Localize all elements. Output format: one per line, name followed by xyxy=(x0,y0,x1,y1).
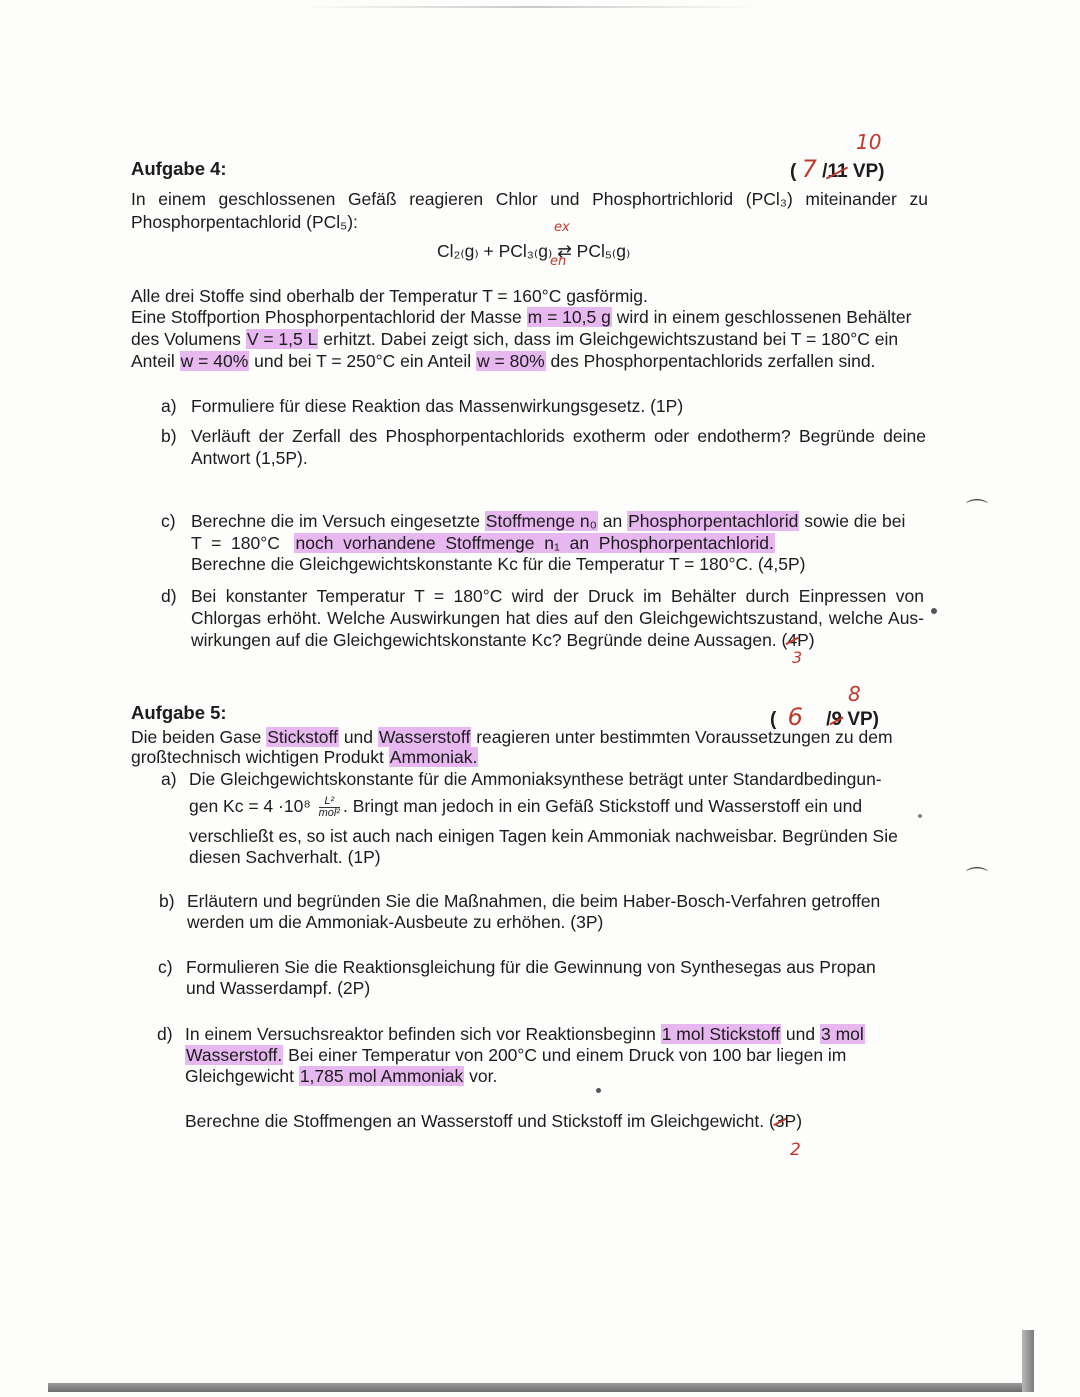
task4c-line1 xyxy=(191,510,905,532)
text: P) xyxy=(797,630,815,650)
task5-score-points-handwritten: 6 xyxy=(787,703,803,731)
score-slash: / xyxy=(822,161,828,182)
task4-para-line1: Alle drei Stoffe sind oberhalb der Temperatur T = 160°C gasförmig. xyxy=(131,286,648,306)
equation-right: PCl₅₍g₎ xyxy=(576,241,631,261)
task5d-corrected-points-handwritten: 2 xyxy=(790,1140,801,1160)
task5b-line2: werden um die Ammoniak-Ausbeute zu erhöhen. (3P) xyxy=(187,912,604,932)
text: Bei einer Temperatur von 200°C und einem Druck von 100 bar liegen im xyxy=(288,1045,847,1065)
text: und xyxy=(785,1024,816,1044)
text: gen Kc = 4 ·10⁸ xyxy=(189,796,311,816)
equation-note-endo: en xyxy=(550,254,567,269)
text: P) xyxy=(784,1111,803,1131)
dot-mark xyxy=(596,1088,601,1093)
task4-intro-line2: Phosphorpentachlorid (PCl₅): xyxy=(131,212,358,232)
dot-mark xyxy=(918,814,922,818)
text: Gleichgewicht xyxy=(185,1066,294,1086)
text: an xyxy=(602,511,623,531)
task5a-line2 xyxy=(189,795,862,819)
text: reagieren unter bestimmten Voraussetzungen zu dem xyxy=(476,727,893,747)
task5c-label: c) xyxy=(158,957,173,977)
text: wird in einem geschlossenen Behälter xyxy=(616,307,912,327)
fraction-numerator: L² xyxy=(319,796,340,808)
text: Berechne die im Versuch eingesetzte xyxy=(191,511,480,531)
highlight-stickstoff: Stickstoff xyxy=(267,727,338,747)
score-unit: VP) xyxy=(847,709,879,730)
highlight-share-80: w = 80% xyxy=(477,351,545,371)
highlight-1mol-stickstoff: 1 mol Stickstoff xyxy=(661,1024,781,1044)
task4b-line1: Verläuft der Zerfall des Phosphorpentachlorids exotherm oder endotherm? Begründe deine xyxy=(191,426,926,446)
highlight-ammoniak: Ammoniak. xyxy=(389,747,478,767)
text: T = 180°C xyxy=(191,533,280,553)
task5b-line1: Erläutern und begründen Sie die Maßnahmen, die beim Haber-Bosch-Verfahren getroffen xyxy=(187,891,881,911)
task4-score xyxy=(790,155,885,183)
task5d-line2 xyxy=(185,1044,846,1066)
original-points-crossed: 3 xyxy=(774,1111,785,1131)
score-unit: VP) xyxy=(852,161,885,182)
binder-hole-mark-icon: ⌒ xyxy=(966,498,989,523)
task5-heading: Aufgabe 5: xyxy=(131,702,227,723)
text: Eine Stoffportion Phosphorpentachlorid der Masse xyxy=(131,307,522,327)
task4-para-line4 xyxy=(131,350,875,372)
highlight-3mol: 3 mol xyxy=(821,1024,864,1044)
task5a-line1: Die Gleichgewichtskonstante für die Ammoniaksynthese beträgt unter Standardbedingun- xyxy=(189,769,882,789)
task4-para-line2 xyxy=(131,306,911,328)
highlight-n1: noch vorhandene Stoffmenge n₁ an Phosphorpentachlorid. xyxy=(295,533,774,553)
task5b-label: b) xyxy=(159,891,175,911)
task4d-line3 xyxy=(191,629,815,651)
binder-hole-mark-icon: ⌒ xyxy=(966,866,989,891)
text: . Bringt man jedoch in ein Gefäß Stickstoff und Wasserstoff ein und xyxy=(342,796,863,816)
highlight-share-40: w = 40% xyxy=(180,351,249,371)
task4d-label: d) xyxy=(161,586,177,606)
task4a-label: a) xyxy=(161,396,177,416)
text: Die beiden Gase xyxy=(131,727,262,747)
text: des Volumens xyxy=(131,329,241,349)
highlight-wasserstoff: Wasserstoff xyxy=(378,727,471,747)
text: Berechne die Stoffmengen an Wasserstoff und Stickstoff im Gleichgewicht. ( xyxy=(185,1111,775,1131)
task5a-line3: verschließt es, so ist auch nach einigen Tagen kein Ammoniak nachweisbar. Begründen Sie xyxy=(189,826,898,846)
reaction-equation xyxy=(437,240,630,262)
task4c-line3: Berechne die Gleichgewichtskonstante Kc für die Temperatur T = 180°C. (4,5P) xyxy=(191,554,806,574)
task5d-label: d) xyxy=(157,1024,173,1044)
task4d-corrected-points-handwritten: 3 xyxy=(792,648,803,667)
highlight-wasserstoff-2: Wasserstoff. xyxy=(186,1045,283,1065)
text: erhitzt. Dabei zeigt sich, dass im Gleichgewichtszustand bei T = 180°C ein xyxy=(323,329,899,349)
task4c-line2 xyxy=(191,532,926,554)
text: und bei T = 250°C ein Anteil xyxy=(254,351,472,371)
task4a-text: Formuliere für diese Reaktion das Massenwirkungsgesetz. (1P) xyxy=(191,396,684,416)
task5-score-corrected-handwritten: 8 xyxy=(848,682,861,706)
task4-score-original-max: 11 xyxy=(827,161,848,182)
highlight-volume: V = 1,5 L xyxy=(246,329,318,349)
text: und xyxy=(343,727,374,747)
unit-fraction xyxy=(319,796,340,819)
task5d-line4 xyxy=(185,1110,802,1132)
dot-mark xyxy=(931,608,937,614)
task4d-line2: Chlorgas erhöht. Welche Auswirkungen hat dies auf den Gleichgewichtszustand, welche Aus- xyxy=(191,608,924,628)
task5c-line2: und Wasserdampf. (2P) xyxy=(186,978,371,998)
task5-intro-line1 xyxy=(131,726,893,748)
text: wirkungen auf die Gleichgewichtskonstante Kc? Begründe deine Aussagen. ( xyxy=(191,630,788,650)
score-slash: / xyxy=(826,709,832,730)
original-points-crossed: 4 xyxy=(787,630,798,650)
highlight-ammoniak-amount: 1,785 mol Ammoniak xyxy=(299,1066,464,1086)
task4b-line2: Antwort (1,5P). xyxy=(191,448,308,468)
task5-intro-line2 xyxy=(131,746,478,768)
text: des Phosphorpentachlorids zerfallen sind. xyxy=(550,351,876,371)
text: Anteil xyxy=(131,351,175,371)
task4-score-points-handwritten: 7 xyxy=(801,155,817,183)
task4-para-line3 xyxy=(131,328,898,350)
task4-heading: Aufgabe 4: xyxy=(131,158,227,179)
task5c-line1: Formulieren Sie die Reaktionsgleichung für die Gewinnung von Synthesegas aus Propan xyxy=(186,957,876,977)
task5d-line1 xyxy=(185,1023,865,1045)
highlight-pcl5: Phosphorpentachlorid xyxy=(628,511,799,531)
task5a-line4: diesen Sachverhalt. (1P) xyxy=(189,847,381,867)
scan-artifact-top xyxy=(300,6,760,8)
text: großtechnisch wichtigen Produkt xyxy=(131,747,384,767)
equation-note-exo: ex xyxy=(554,220,570,235)
highlight-n0: Stoffmenge n₀ xyxy=(485,511,597,531)
score-open: ( xyxy=(790,161,797,182)
fraction-denominator: mol² xyxy=(318,806,340,819)
text: vor. xyxy=(469,1066,498,1086)
equilibrium-arrow-icon: ⇄ xyxy=(557,241,572,261)
task5a-label: a) xyxy=(161,769,177,789)
task5-score-original-max: 9 xyxy=(831,709,843,730)
task4-score-corrected-handwritten: 10 xyxy=(856,130,882,154)
task5d-line3 xyxy=(185,1065,497,1087)
score-open: ( xyxy=(770,709,777,730)
highlight-mass: m = 10,5 g xyxy=(527,307,611,327)
scan-edge-bottom xyxy=(48,1383,1033,1392)
text: In einem Versuchsreaktor befinden sich vor Reaktionsbeginn xyxy=(185,1024,656,1044)
task4c-label: c) xyxy=(161,511,176,531)
task4b-label: b) xyxy=(161,426,177,446)
equation-left: Cl₂₍g₎ + PCl₃₍g₎ xyxy=(437,241,553,261)
task4d-line1: Bei konstanter Temperatur T = 180°C wird der Druck im Behälter durch Einpressen von xyxy=(191,586,924,606)
scan-edge-right xyxy=(1022,1330,1034,1392)
text: sowie die bei xyxy=(804,511,906,531)
task4-intro-line1: In einem geschlossenen Gefäß reagieren Chlor und Phosphortrichlorid (PCl₃) miteinander zu xyxy=(131,189,928,209)
